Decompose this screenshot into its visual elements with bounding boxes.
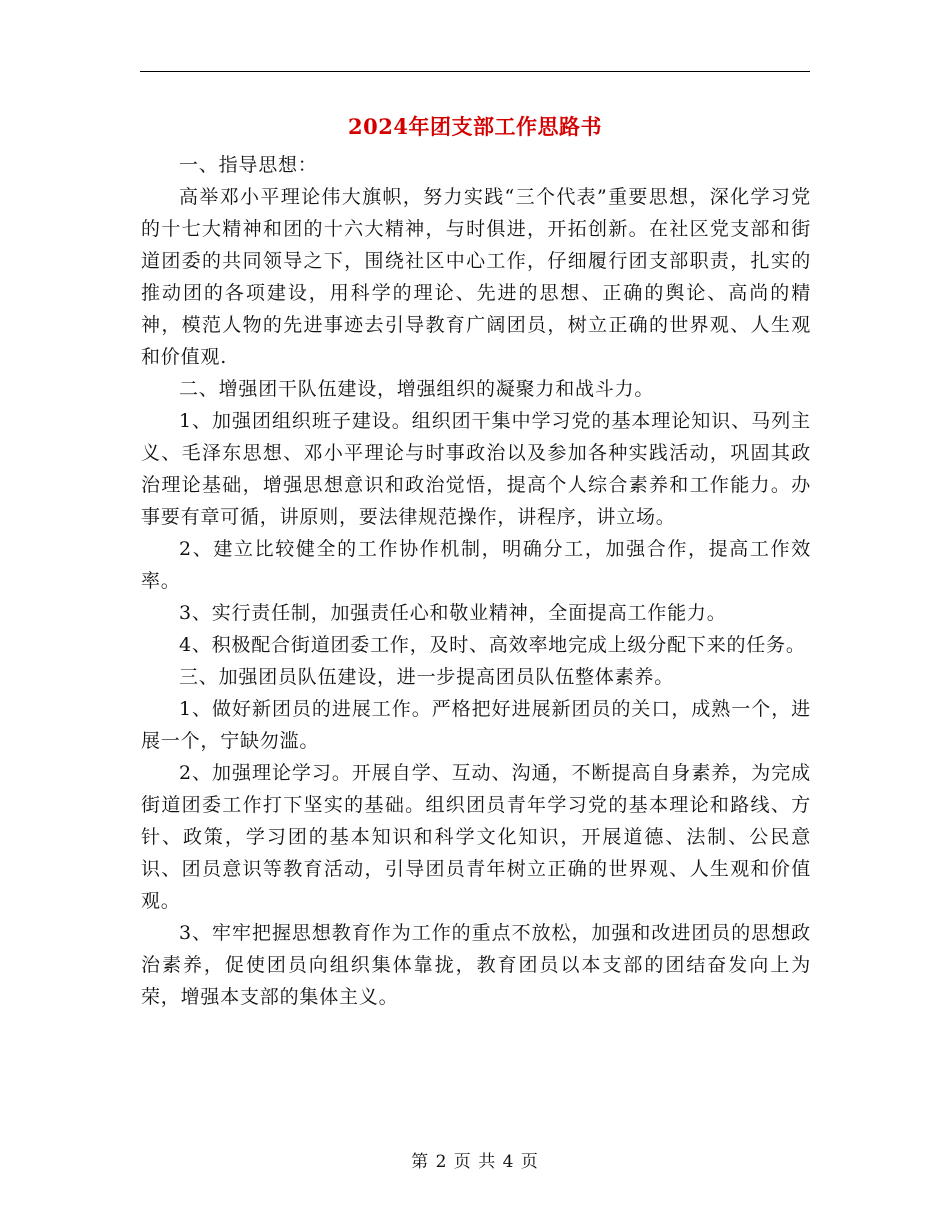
section-heading-member-building: 三、加强团员队伍建设，进一步提高团员队伍整体素养。 (179, 666, 675, 688)
paragraph: 4、积极配合街道团委工作，及时、高效率地完成上级分配下来的任务。 (179, 634, 806, 656)
paragraph: 2、加强理论学习。开展自学、互动、沟通，不断提高自身素养，为完成街道团委工作打下坚实的基础。组织团员青年学习党的基本理论和路线、方针、政策，学习团的基本知识和科学文化知识，开展道德、法制、公民意识、团员意识等教育活动，引导团员青年树立正确的世界观、人生观和价值观。 (141, 762, 811, 912)
paragraph: 3、实行责任制，加强责任心和敬业精神，全面提高工作能力。 (179, 602, 727, 624)
document-title: 2024年团支部工作思路书 (348, 114, 602, 139)
paragraph: 1、做好新团员的进展工作。严格把好进展新团员的关口，成熟一个，进展一个，宁缺勿滥。 (141, 698, 811, 752)
section-heading-guiding-thought: 一、指导思想： (179, 154, 318, 176)
paragraph: 2、建立比较健全的工作协作机制，明确分工，加强合作，提高工作效率。 (141, 538, 811, 592)
header-rule (140, 71, 810, 72)
section-heading-cadre-building: 二、增强团干队伍建设，增强组织的凝聚力和战斗力。 (179, 378, 655, 400)
paragraph: 1、加强团组织班子建设。组织团干集中学习党的基本理论知识、马列主义、毛泽东思想、邓小平理论与时事政治以及参加各种实践活动，巩固其政治理论基础，增强思想意识和政治觉悟，提高个人综合素养和工作能力。办事要有章可循，讲原则，要法律规范操作，讲程序，讲立场。 (141, 410, 811, 528)
document-body (141, 149, 811, 1013)
paragraph: 3、牢牢把握思想教育作为工作的重点不放松，加强和改进团员的思想政治素养，促使团员向组织集体靠拢，教育团员以本支部的团结奋发向上为荣，增强本支部的集体主义。 (141, 922, 811, 1008)
page-footer: 第 2 页 共 4 页 (411, 1152, 539, 1172)
paragraph: 高举邓小平理论伟大旗帜，努力实践“三个代表”重要思想，深化学习党的十七大精神和团的十六大精神，与时俱进，开拓创新。在社区党支部和街道团委的共同领导之下，围绕社区中心工作，仔细履行团支部职责，扎实的推动团的各项建设，用科学的理论、先进的思想、正确的舆论、高尚的精神，模范人物的先进事迹去引导教育广阔团员，树立正确的世界观、人生观和价值观. (141, 186, 811, 368)
